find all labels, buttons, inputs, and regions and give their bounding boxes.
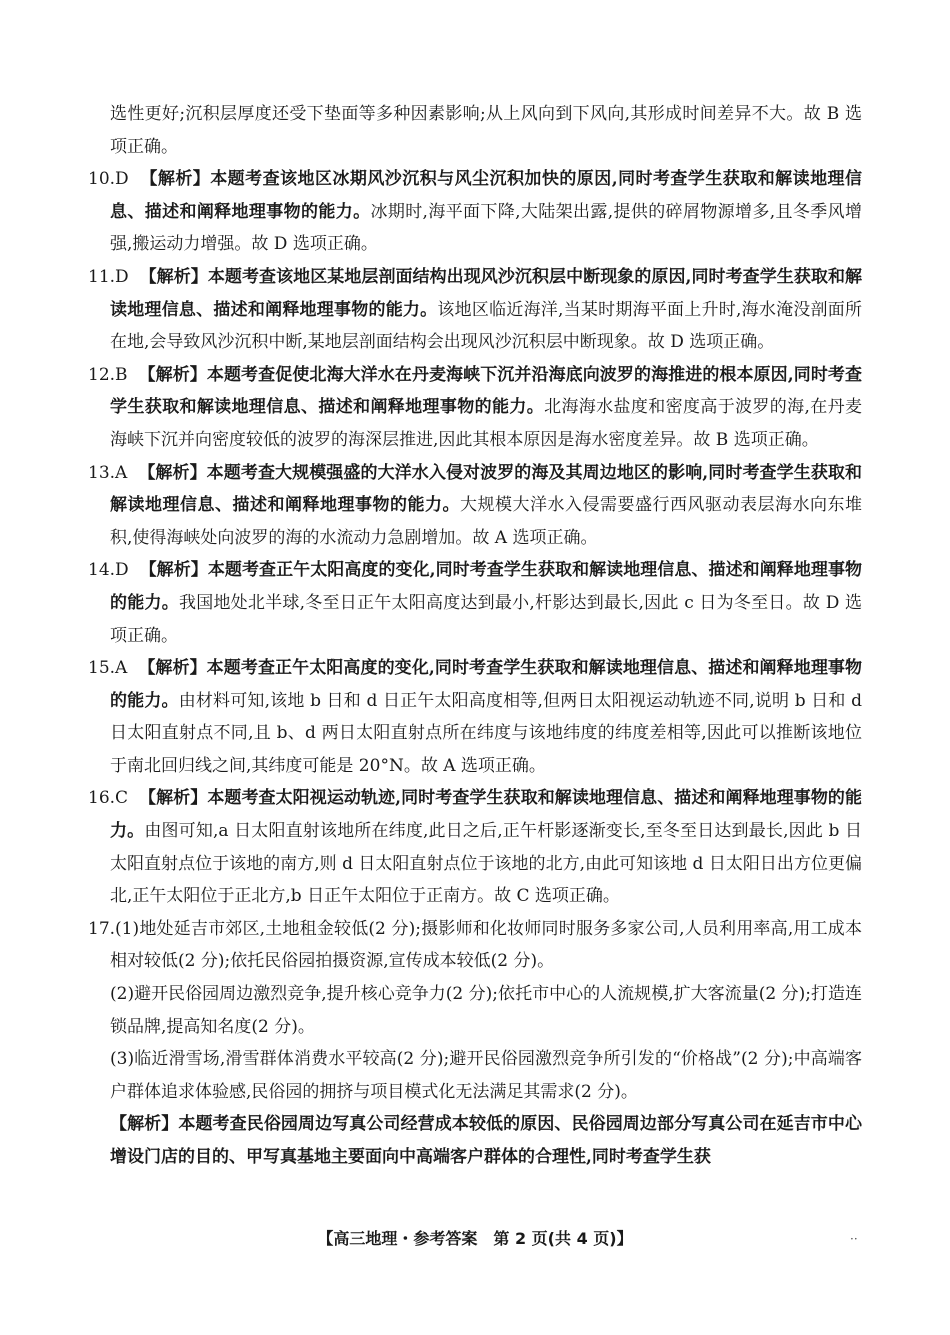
analysis-lead: 【解析】本题考查太阳视运动轨迹,同时考查学生获取和解读地理信息、描述和阐释地理事物的能力。 xyxy=(110,788,863,842)
corner-mark: ·· xyxy=(850,1232,858,1246)
item-number: 15. xyxy=(88,658,116,679)
q17-analysis xyxy=(110,1108,862,1173)
item-number: 10. xyxy=(88,169,116,190)
analysis-body: 大规模大洋水入侵需要盛行西风驱动表层海水向东堆积,使得海峡处向波罗的海的水流动力急剧增加。故 A 选项正确。 xyxy=(110,495,862,548)
answer-item-15 xyxy=(88,652,863,782)
continued-line-2: 大。故 B 选项正确。 xyxy=(110,104,862,157)
item-answer: B xyxy=(115,364,128,385)
answer-item-16 xyxy=(88,782,863,912)
q17-part-2-text: (2)避开民俗园周边激烈竞争,提升核心竞争力(2 分);依托市中心的人流规模,扩大客流量(2 分);打造连锁品牌,提高知名度(2 分)。 xyxy=(110,984,862,1037)
item-answer: A xyxy=(115,658,128,679)
item-answer: D xyxy=(115,169,129,190)
item-number: 16. xyxy=(88,788,116,809)
q17-part-3 xyxy=(110,1043,862,1108)
item-number: 12. xyxy=(88,364,116,385)
analysis-lead: 【解析】本题考查正午太阳高度的变化,同时考查学生获取和解读地理信息、描述和阐释地理事物的能力。 xyxy=(110,560,863,613)
continued-paragraph xyxy=(110,98,862,163)
analysis-body: 由图可知,a 日太阳直射该地所在纬度,此日之后,正午杆影逐渐变长,至冬至日达到最长,因此 b 日太阳直射点位于该地的南方,则 d 日太阳直射点位于该地的北方,由此可知该地 d 日太阳日出方位更偏北,正午太阳位于正北方,b 日正午太阳位于正南方。故 C 选项正确。 xyxy=(110,821,863,907)
q17-part-1 xyxy=(88,913,862,978)
answer-item-14 xyxy=(88,554,863,652)
continued-line-1: 选性更好;沉积层厚度还受下垫面等多种因素影响;从上风向到下风向,其形成时间差异不 xyxy=(110,104,770,124)
analysis-body: 由材料可知,该地 b 日和 d 日正午太阳高度相等,但两日太阳视运动轨迹不同,说明 b 日和 d 日太阳直射点不同,且 b、d 两日太阳直射点所在纬度与该地纬度的纬度差相等,因此可以推断该地位于南北回归线之间,其纬度可能是 20°N。故 A 选项正确。 xyxy=(110,690,862,776)
analysis-lead: 【解析】本题考查该地区某地层剖面结构出现风沙沉积层中断现象的原因,同时考查学生获取和解读地理信息、描述和阐释地理事物的能力。 xyxy=(110,266,863,320)
page-footer: 【高三地理・参考答案 第 2 页(共 4 页)】 xyxy=(317,1229,633,1248)
q17-part-3-text: (3)临近滑雪场,滑雪群体消费水平较高(2 分);避开民俗园激烈竞争所引发的“价格战”(2 分);中高端客户群体追求体验感,民俗园的拥挤与项目模式化无法满足其需求(2 分)。 xyxy=(110,1049,862,1102)
q17-analysis-text: 【解析】本题考查民俗园周边写真公司经营成本较低的原因、民俗园周边部分写真公司在延吉市中心增设门店的目的、甲写真基地主要面向中高端客户群体的合理性,同时考查学生获 xyxy=(110,1114,862,1167)
answer-item-17 xyxy=(88,913,862,1174)
analysis-lead: 【解析】本题考查正午太阳高度的变化,同时考查学生获取和解读地理信息、描述和阐释地理事物的能力。 xyxy=(110,658,863,711)
analysis-body: 我国地处北半球,冬至日正午太阳高度达到最小,杆影达到最长,因此 c 日为冬至日。故 D 选项正确。 xyxy=(110,592,863,646)
q17-part-1-text: (1)地处延吉市郊区,土地租金较低(2 分);摄影师和化妆师同时服务多家公司,人员利用率高,用工成本相对较低(2 分);依托民俗园拍摄资源,宣传成本较低(2 分)。 xyxy=(110,918,862,972)
item-answer: D xyxy=(115,266,129,287)
item-number: 14. xyxy=(88,560,116,581)
item-answer: A xyxy=(115,462,128,483)
item-answer: D xyxy=(115,560,129,581)
q17-part-2 xyxy=(110,978,862,1043)
analysis-body: 北海海水盐度和密度高于波罗的海,在丹麦海峡下沉并向密度较低的波罗的海深层推进,因此其根本原因是海水密度差异。故 B 选项正确。 xyxy=(110,397,863,450)
answer-item-11 xyxy=(88,261,863,359)
answer-item-13 xyxy=(88,457,863,555)
answer-item-10 xyxy=(88,163,862,261)
analysis-lead: 【解析】本题考查该地区冰期风沙沉积与风尘沉积加快的原因,同时考查学生获取和解读地理信息、描述和阐释地理事物的能力。 xyxy=(110,169,862,222)
analysis-body: 冰期时,海平面下降,大陆架出露,提供的碎屑物源增多,且冬季风增强,搬运动力增强。故 D 选项正确。 xyxy=(110,201,862,255)
item-number: 13. xyxy=(88,462,116,483)
item-number: 11. xyxy=(88,266,116,287)
analysis-lead: 【解析】本题考查促使北海大洋水在丹麦海峡下沉并沿海底向波罗的海推进的根本原因,同时考查学生获取和解读地理信息、描述和阐释地理事物的能力。 xyxy=(110,364,862,418)
analysis-lead: 【解析】本题考查大规模强盛的大洋水入侵对波罗的海及其周边地区的影响,同时考查学生获取和解读地理信息、描述和阐释地理事物的能力。 xyxy=(110,462,863,516)
item-number: 17. xyxy=(88,918,116,939)
answer-content xyxy=(88,98,863,1174)
analysis-body: 该地区临近海洋,当某时期海平面上升时,海水淹没剖面所在地,会导致风沙沉积中断,某地层剖面结构会出现风沙沉积层中断现象。故 D 选项正确。 xyxy=(110,299,863,353)
answer-item-12 xyxy=(88,359,863,457)
item-answer: C xyxy=(115,788,129,809)
